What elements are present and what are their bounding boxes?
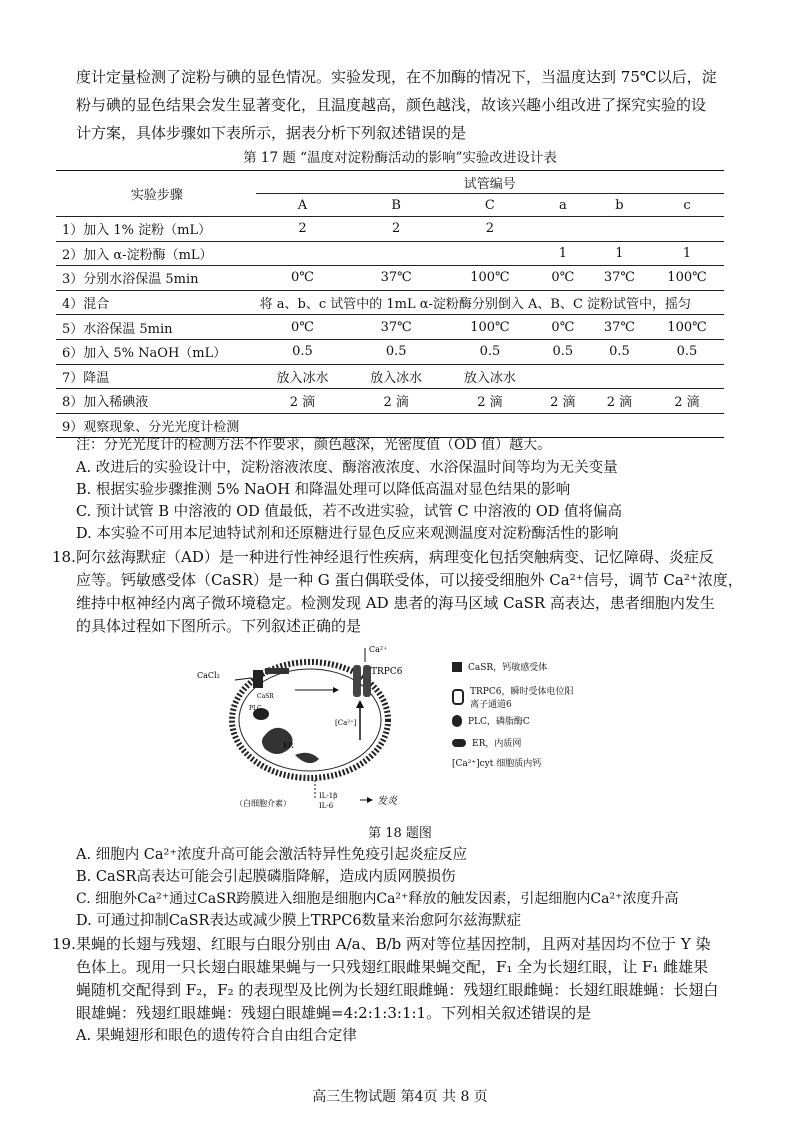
table-cell: [650, 364, 724, 389]
table-cell: 2 滴: [589, 389, 650, 414]
table-cell: 2: [485, 221, 495, 237]
step-cell: 9）观察现象、分光光度计检测: [56, 413, 256, 438]
step-cell: 8）加入稀碘液: [56, 389, 256, 414]
plc-icon: [452, 715, 462, 727]
cacl2-label: CaCl₂: [197, 671, 220, 680]
table-cell: 0.5: [650, 339, 724, 364]
intro-line-3: 计方案，具体步骤如下表所示，据表分析下列叙述错误的是: [76, 124, 467, 142]
casr-receptor: [253, 670, 263, 688]
inflammation-label: 发炎: [377, 796, 397, 807]
q19-stem-4: 眼雄蝇：残翅红眼雄蝇：残翅白眼雄蝇=4:2:1:3:1:1。下列相关叙述错误的是: [76, 1004, 592, 1022]
table-row: [56, 389, 724, 414]
q18-stem-4: 的具体过程如下图所示。下列叙述正确的是: [76, 617, 362, 635]
cacl2-arrow: [235, 678, 251, 680]
table-cell: 100℃: [443, 315, 537, 340]
table-cell: 100℃: [650, 315, 724, 340]
q18-option-a: A. 细胞内 Ca²⁺浓度升高可能会激活特异性免疫引起炎症反应: [76, 847, 468, 863]
q19-stem-1: 果蝇的长翅与残翅、红眼与白眼分别由 A/a、B/b 两对等位基因控制，且两对基因均不位于 Y 染: [76, 935, 711, 953]
step-cell: 7）降温: [56, 364, 256, 389]
q19-number: 19.: [52, 935, 76, 953]
q19-stem-3: 蝇随机交配得到 F₂，F₂ 的表现型及比例为长翅红眼雌蝇：残翅红眼雌蝇：长翅红眼雄蝇：长翅白: [76, 981, 719, 999]
table-cell: [443, 241, 537, 266]
tube-header: 试管编号: [256, 171, 724, 194]
legend-casr: [452, 660, 547, 673]
column-header: A: [256, 194, 350, 217]
table-cell: 0℃: [256, 315, 350, 340]
legend-ca-cyt: [452, 756, 541, 769]
experiment-table: [56, 170, 724, 438]
casr-inner-label: CaSR: [257, 693, 274, 700]
table-cell: [650, 413, 724, 438]
trpc6-icon: [452, 689, 464, 705]
q18-number: 18.: [52, 548, 76, 566]
ca-out-label: Ca²⁺: [369, 645, 388, 654]
table-cell: 0.5: [443, 339, 537, 364]
er-icon: [452, 739, 466, 747]
q18-stem-2: 应等。钙敏感受体（CaSR）是一种 G 蛋白偶联受体，可以接受细胞外 Ca²⁺信号，调节 Ca²⁺浓度，: [76, 571, 743, 589]
legend-plc: [452, 714, 530, 727]
table-cell: 0℃: [256, 266, 350, 291]
table-cell: 0℃: [537, 266, 589, 291]
q18-option-c: C. 细胞外Ca²⁺通过CaSR跨膜进入细胞是细胞内Ca²⁺释放的触发因素，引起细胞内Ca²⁺浓度升高: [76, 891, 679, 907]
q18-stem-3: 维持中枢神经内离子微环境稳定。检测发现 AD 患者的海马区域 CaSR 高表达，患者细胞内发生: [76, 594, 715, 612]
table-cell: 1: [589, 241, 650, 266]
table-cell: [349, 241, 443, 266]
q17-option-b: B. 根据实验步骤推测 5% NaOH 和降温处理可以降低高温对显色结果的影响: [76, 482, 571, 498]
table-cell: [589, 413, 650, 438]
legend-er: [452, 736, 521, 749]
casr-icon: [452, 662, 462, 672]
cytokine-label: （白细胞介素）: [235, 799, 291, 808]
table-cell: 0.5: [256, 339, 350, 364]
table-cell: [589, 217, 650, 242]
step-cell: 2）加入 α-淀粉酶（mL）: [56, 241, 256, 266]
page-footer: 高三生物试题 第4页 共 8 页: [312, 1089, 488, 1105]
table-caption: 第 17 题 “温度对淀粉酶活动的影响”实验改进设计表: [243, 150, 557, 166]
ca-cyt-label: [Ca²⁺]: [335, 719, 357, 727]
table-cell: [589, 364, 650, 389]
er-blob-2: [295, 753, 319, 763]
il6-label: IL-6: [319, 802, 334, 810]
legend-trpc6: [452, 684, 582, 710]
table-cell: 37℃: [349, 315, 443, 340]
inflammation-arrowhead: [367, 797, 373, 803]
legend-trpc6-text: TRPC6，瞬时受体电位阳离子通道6: [470, 687, 574, 710]
table-cell: [537, 217, 589, 242]
table-cell: 37℃: [589, 266, 650, 291]
table-cell: 2: [298, 221, 307, 237]
table-cell: 0.5: [537, 339, 589, 364]
table-cell: 2 滴: [537, 389, 589, 414]
table-cell: 0.5: [349, 339, 443, 364]
q17-option-d: D. 本实验不可用本尼迪特试剂和还原糖进行显色反应来观测温度对淀粉酶活性的影响: [76, 526, 619, 542]
q19-stem-2: 色体上。现用一只长翅白眼雄果蝇与一只残翅红眼雌果蝇交配，F₁ 全为长翅红眼，让 F₁ 雌雄果: [76, 958, 709, 976]
table-row: [56, 241, 724, 266]
table-note: 注：分光光度计的检测方法不作要求，颜色越深，光密度值（OD 值）越大。: [76, 437, 552, 453]
table-cell: 1: [650, 241, 724, 266]
trpc6-channel-half: [363, 665, 371, 697]
il1-label: IL-1β: [319, 792, 338, 800]
table-row: [56, 339, 724, 364]
intro-line-1: 度计定量检测了淀粉与碘的显色情况。实验发现，在不加酶的情况下，当温度达到 75℃以后，淀: [76, 68, 717, 86]
legend-plc-text: PLC，磷脂酶C: [468, 717, 530, 727]
step-cell: 3）分别水浴保温 5min: [56, 266, 256, 291]
table-row: [56, 217, 724, 242]
er-blob: [262, 728, 293, 754]
q17-option-c: C. 预计试管 B 中溶液的 OD 值最低，若不改进实验，试管 C 中溶液的 OD 值将偏高: [76, 504, 622, 520]
q18-option-d: D. 可通过抑制CaSR表达或减少膜上TRPC6数量来治愈阿尔兹海默症: [76, 913, 522, 929]
table-row: [56, 315, 724, 340]
table-cell: 2 滴: [443, 389, 537, 414]
table-cell: 0.5: [589, 339, 650, 364]
trpc6-label: TRPC6: [371, 667, 403, 677]
figure-caption: 第 18 题图: [368, 826, 432, 841]
merged-cell: 将 a、b、c 试管中的 1mL α-淀粉酶分别倒入 A、B、C 淀粉试管中，摇匀: [256, 290, 724, 315]
table-cell: 100℃: [443, 266, 537, 291]
intro-line-2: 粉与碘的显色结果会发生显著变化，且温度越高，颜色越浅，故该兴趣小组改进了探究实验的设: [76, 96, 707, 114]
table-cell: 放入冰水: [349, 364, 443, 389]
table-cell: [537, 364, 589, 389]
table-cell: 100℃: [650, 266, 724, 291]
casr-domain: [265, 668, 289, 674]
step-header: 实验步骤: [56, 171, 256, 217]
table-cell: 37℃: [349, 266, 443, 291]
ca-influx-arrowhead: [356, 700, 364, 708]
trpc6-channel: [353, 665, 361, 697]
legend-er-text: ER，内质网: [472, 739, 522, 749]
q17-option-a: A. 改进后的实验设计中，淀粉溶液浓度、酶溶液浓度、水浴保温时间等均为无关变量: [76, 460, 618, 476]
column-header: B: [349, 194, 443, 217]
legend-casr-text: CaSR，钙敏感受体: [468, 663, 548, 673]
table-cell: [650, 217, 724, 242]
table-cell: 0℃: [537, 315, 589, 340]
q18-option-b: B. CaSR高表达可能会引起膜磷脂降解，造成内质网膜损伤: [76, 869, 456, 885]
table-cell: [256, 241, 350, 266]
table-row: [56, 290, 724, 315]
q19-option-a: A. 果蝇翅形和眼色的遗传符合自由组合定律: [76, 1028, 357, 1044]
table-cell: 放入冰水: [256, 364, 350, 389]
table-cell: 2 滴: [349, 389, 443, 414]
step-cell: 1）加入 1% 淀粉（mL）: [62, 223, 212, 239]
step-cell: 5）水浴保温 5min: [56, 315, 256, 340]
legend-ca-cyt-text: [Ca²⁺]cyt 细胞质内钙: [452, 759, 542, 769]
q18-stem-1: 阿尔兹海默症（AD）是一种进行性神经退行性疾病，病理变化包括突触病变、记忆障碍、炎症反: [76, 548, 714, 566]
table-cell: 1: [537, 241, 589, 266]
signal-arrowhead: [333, 687, 339, 693]
table-row: [56, 364, 724, 389]
cell-diagram: [195, 640, 615, 820]
table-cell: 37℃: [589, 315, 650, 340]
column-header: b: [589, 194, 650, 217]
plc-label: PLC: [249, 705, 262, 712]
step-cell: 6）加入 5% NaOH（mL）: [56, 339, 256, 364]
column-header: c: [650, 194, 724, 217]
er-label: ER: [283, 742, 294, 750]
column-header: a: [537, 194, 589, 217]
column-header: C: [443, 194, 537, 217]
table-cell: 2 滴: [256, 389, 350, 414]
table-cell: 2 滴: [650, 389, 724, 414]
table-cell: 放入冰水: [443, 364, 537, 389]
table-cell: 2: [392, 221, 401, 237]
table-row: [56, 266, 724, 291]
step-cell: 4）混合: [56, 290, 256, 315]
